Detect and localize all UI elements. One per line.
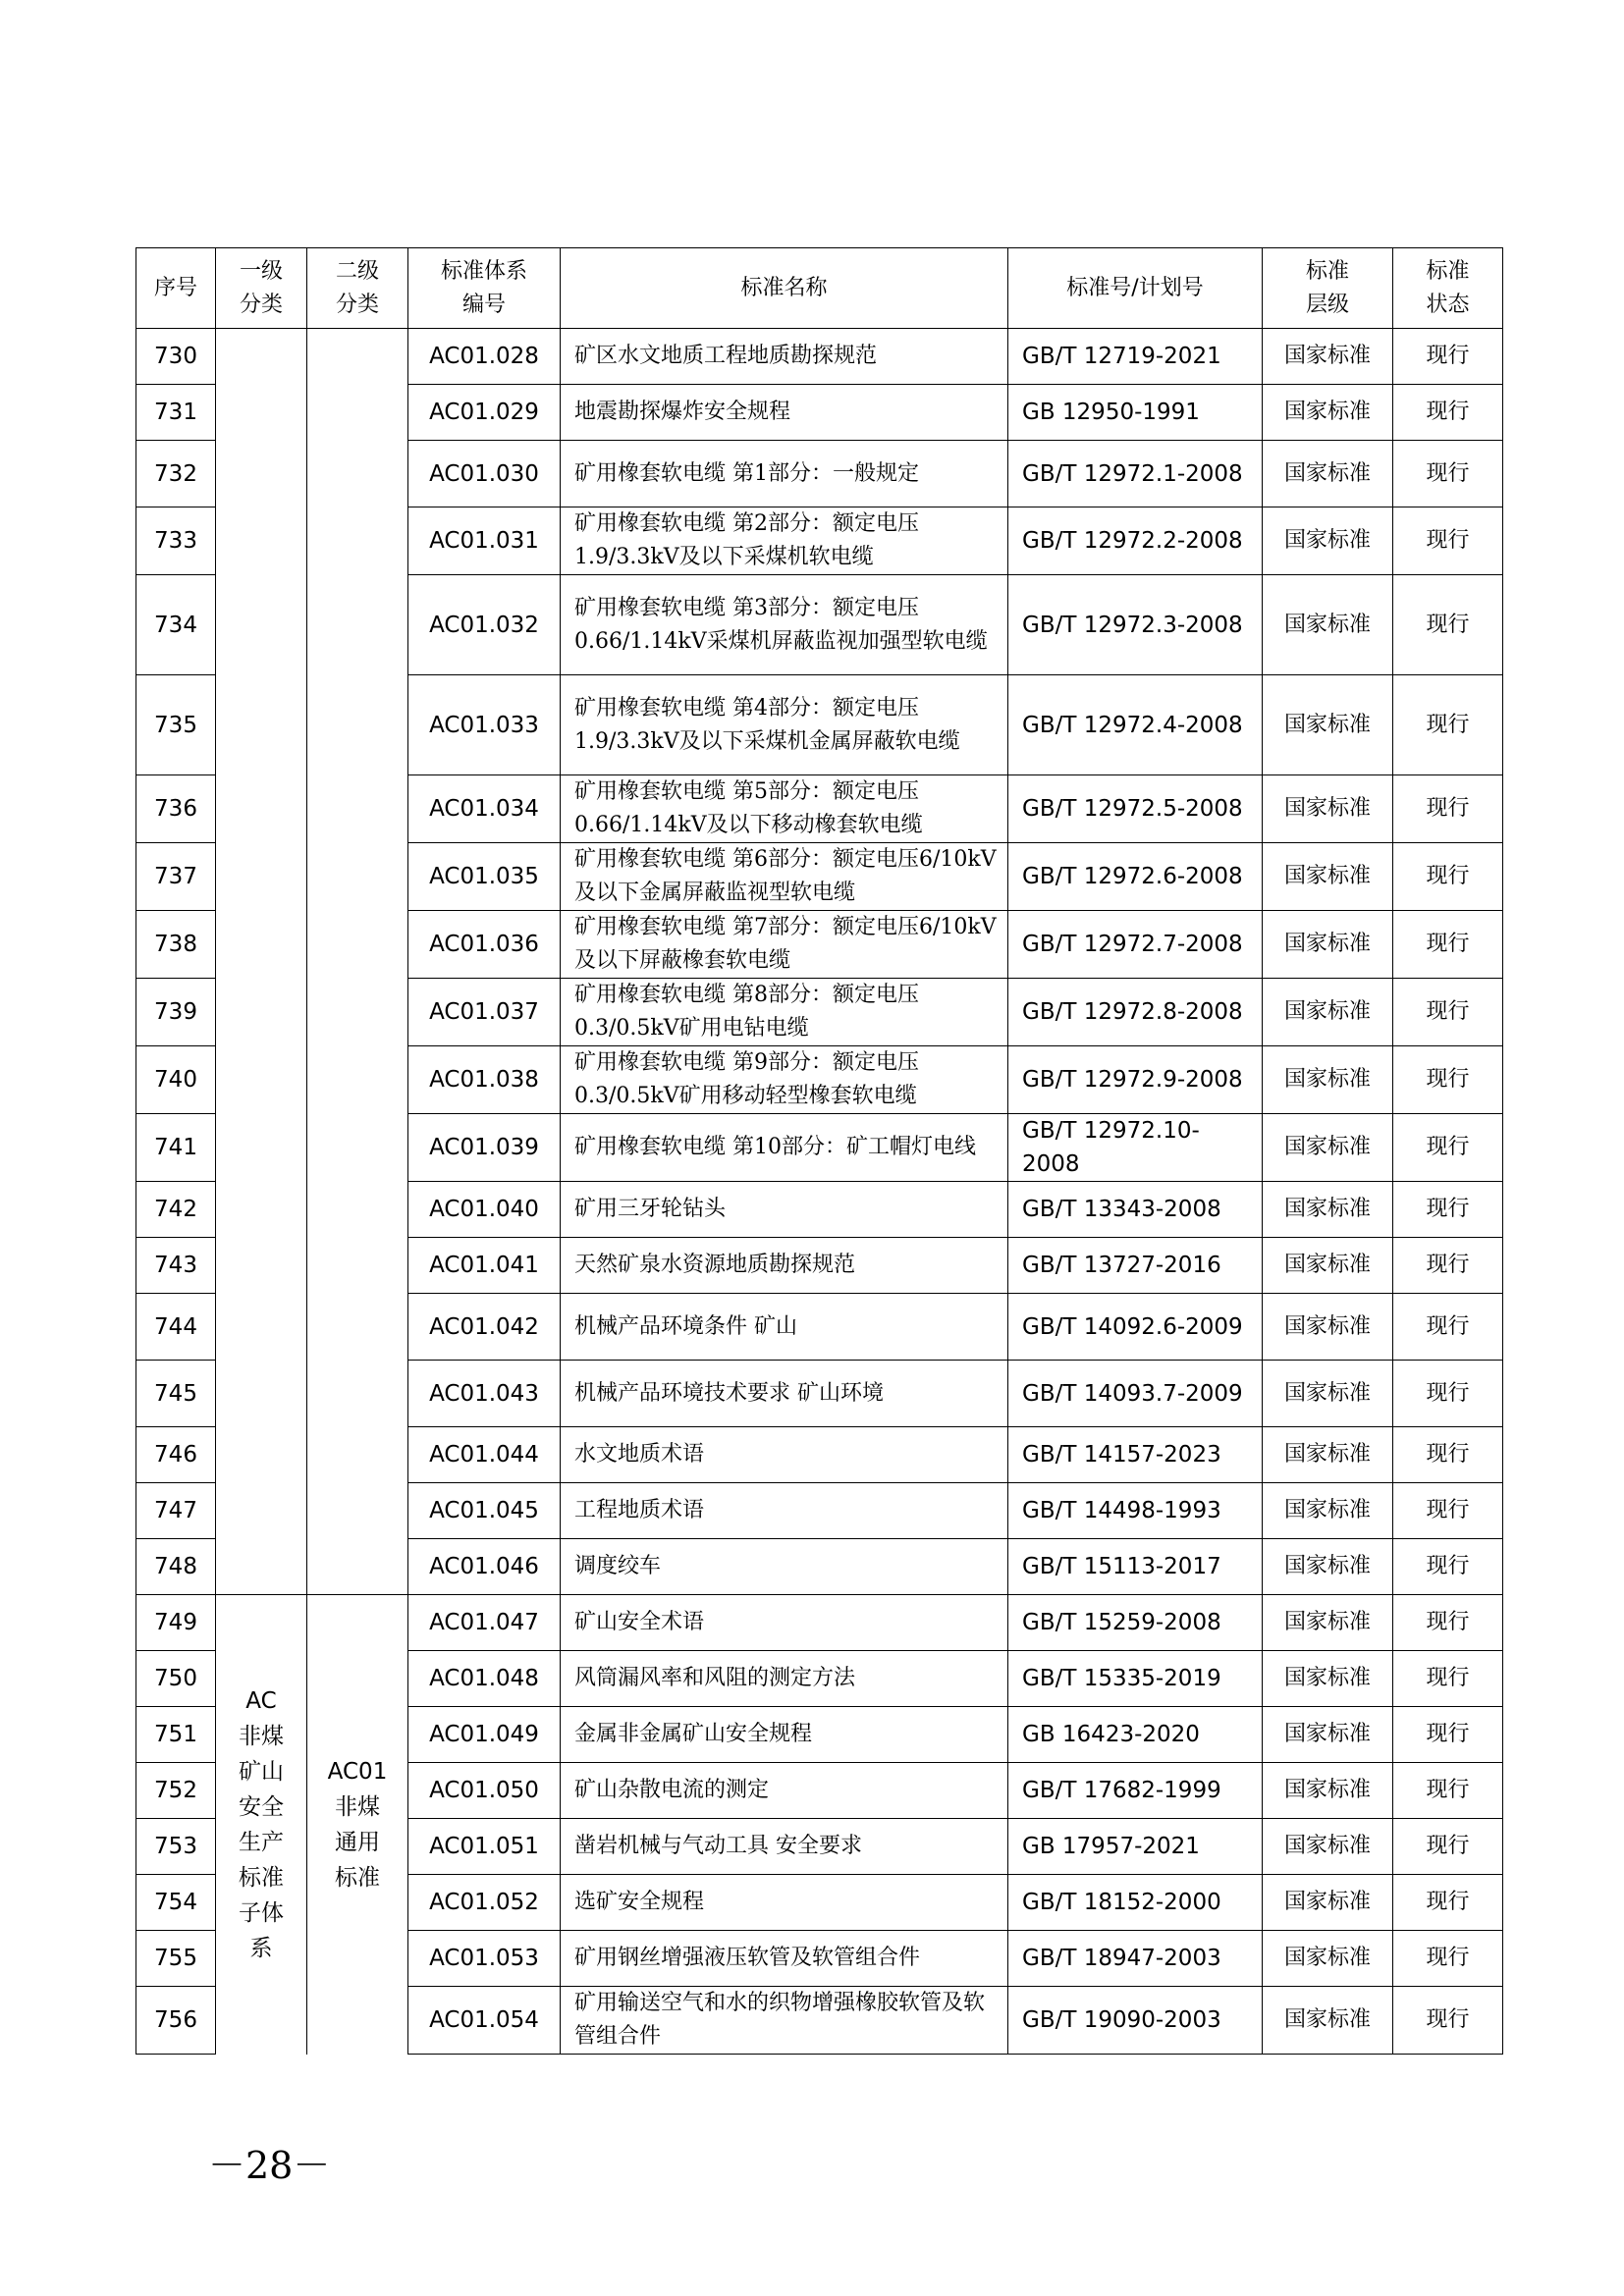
cell-name: 矿用橡套软电缆 第6部分：额定电压6/10kV及以下金属屏蔽监视型软电缆 xyxy=(561,843,1008,911)
cell-name: 矿区水文地质工程地质勘探规范 xyxy=(561,329,1008,385)
cell-level: 国家标准 xyxy=(1263,1707,1393,1763)
header-level: 标准 层级 xyxy=(1263,248,1393,329)
cell-seq: 743 xyxy=(136,1238,216,1294)
cell-cat1-empty xyxy=(216,329,307,1595)
cell-name: 矿山杂散电流的测定 xyxy=(561,1763,1008,1819)
cell-name: 调度绞车 xyxy=(561,1539,1008,1595)
cell-code: AC01.033 xyxy=(408,675,561,775)
cell-status: 现行 xyxy=(1393,329,1503,385)
cell-name: 矿用橡套软电缆 第10部分：矿工帽灯电线 xyxy=(561,1114,1008,1182)
cell-status: 现行 xyxy=(1393,1875,1503,1931)
cell-level: 国家标准 xyxy=(1263,507,1393,575)
cell-level: 国家标准 xyxy=(1263,1114,1393,1182)
cell-level: 国家标准 xyxy=(1263,1427,1393,1483)
cell-number: GB/T 19090-2003 xyxy=(1008,1987,1263,2055)
cell-level: 国家标准 xyxy=(1263,1595,1393,1651)
cell-seq: 734 xyxy=(136,575,216,675)
cell-number: GB 17957-2021 xyxy=(1008,1819,1263,1875)
cell-seq: 754 xyxy=(136,1875,216,1931)
cell-code: AC01.035 xyxy=(408,843,561,911)
cell-code: AC01.030 xyxy=(408,441,561,507)
cell-number: GB/T 14093.7-2009 xyxy=(1008,1361,1263,1427)
cell-name: 矿用橡套软电缆 第5部分：额定电压0.66/1.14kV及以下移动橡套软电缆 xyxy=(561,775,1008,843)
cell-seq: 750 xyxy=(136,1651,216,1707)
cell-level: 国家标准 xyxy=(1263,1238,1393,1294)
cell-name: 矿用橡套软电缆 第8部分：额定电压0.3/0.5kV矿用电钻电缆 xyxy=(561,979,1008,1046)
cell-seq: 753 xyxy=(136,1819,216,1875)
cell-cat2-empty xyxy=(307,329,408,1595)
cell-status: 现行 xyxy=(1393,1819,1503,1875)
cell-seq: 735 xyxy=(136,675,216,775)
cell-seq: 756 xyxy=(136,1987,216,2055)
cell-name: 水文地质术语 xyxy=(561,1427,1008,1483)
cell-level: 国家标准 xyxy=(1263,979,1393,1046)
cell-code: AC01.041 xyxy=(408,1238,561,1294)
header-name: 标准名称 xyxy=(561,248,1008,329)
cell-seq: 741 xyxy=(136,1114,216,1182)
cell-number: GB/T 17682-1999 xyxy=(1008,1763,1263,1819)
cell-status: 现行 xyxy=(1393,1707,1503,1763)
cell-level: 国家标准 xyxy=(1263,1046,1393,1114)
cell-level: 国家标准 xyxy=(1263,911,1393,979)
cell-cat1: AC 非煤 矿山 安全 生产 标准 子体 系 xyxy=(216,1595,307,2055)
cell-number: GB/T 14157-2023 xyxy=(1008,1427,1263,1483)
cell-seq: 732 xyxy=(136,441,216,507)
cell-number: GB/T 12972.4-2008 xyxy=(1008,675,1263,775)
cell-seq: 747 xyxy=(136,1483,216,1539)
cell-number: GB/T 13727-2016 xyxy=(1008,1238,1263,1294)
cell-seq: 731 xyxy=(136,385,216,441)
cell-level: 国家标准 xyxy=(1263,1987,1393,2055)
cell-code: AC01.054 xyxy=(408,1987,561,2055)
cell-level: 国家标准 xyxy=(1263,1483,1393,1539)
cell-level: 国家标准 xyxy=(1263,1294,1393,1361)
cell-name: 矿用橡套软电缆 第4部分：额定电压1.9/3.3kV及以下采煤机金属屏蔽软电缆 xyxy=(561,675,1008,775)
cell-seq: 733 xyxy=(136,507,216,575)
header-number: 标准号/计划号 xyxy=(1008,248,1263,329)
cell-status: 现行 xyxy=(1393,507,1503,575)
cell-number: GB 16423-2020 xyxy=(1008,1707,1263,1763)
table-row xyxy=(136,1595,1503,1651)
cell-level: 国家标准 xyxy=(1263,1539,1393,1595)
cell-level: 国家标准 xyxy=(1263,329,1393,385)
cell-status: 现行 xyxy=(1393,1046,1503,1114)
cell-seq: 737 xyxy=(136,843,216,911)
cell-number: GB/T 12972.6-2008 xyxy=(1008,843,1263,911)
cell-level: 国家标准 xyxy=(1263,385,1393,441)
cell-number: GB/T 12972.8-2008 xyxy=(1008,979,1263,1046)
cell-name: 矿用橡套软电缆 第3部分：额定电压0.66/1.14kV采煤机屏蔽监视加强型软电缆 xyxy=(561,575,1008,675)
cell-name: 工程地质术语 xyxy=(561,1483,1008,1539)
cell-status: 现行 xyxy=(1393,1931,1503,1987)
cell-status: 现行 xyxy=(1393,1595,1503,1651)
cell-code: AC01.050 xyxy=(408,1763,561,1819)
cell-number: GB/T 12972.10-2008 xyxy=(1008,1114,1263,1182)
cell-seq: 736 xyxy=(136,775,216,843)
cell-number: GB/T 18947-2003 xyxy=(1008,1931,1263,1987)
cell-number: GB/T 14092.6-2009 xyxy=(1008,1294,1263,1361)
header-status: 标准 状态 xyxy=(1393,248,1503,329)
cell-name: 机械产品环境条件 矿山 xyxy=(561,1294,1008,1361)
cell-number: GB/T 12972.3-2008 xyxy=(1008,575,1263,675)
cell-code: AC01.031 xyxy=(408,507,561,575)
cell-seq: 748 xyxy=(136,1539,216,1595)
cell-name: 凿岩机械与气动工具 安全要求 xyxy=(561,1819,1008,1875)
cell-code: AC01.047 xyxy=(408,1595,561,1651)
cell-status: 现行 xyxy=(1393,1651,1503,1707)
cell-code: AC01.039 xyxy=(408,1114,561,1182)
cell-seq: 730 xyxy=(136,329,216,385)
header-cat1: 一级 分类 xyxy=(216,248,307,329)
cell-status: 现行 xyxy=(1393,843,1503,911)
cell-status: 现行 xyxy=(1393,911,1503,979)
cell-name: 机械产品环境技术要求 矿山环境 xyxy=(561,1361,1008,1427)
cell-name: 金属非金属矿山安全规程 xyxy=(561,1707,1008,1763)
cell-name: 矿用钢丝增强液压软管及软管组合件 xyxy=(561,1931,1008,1987)
cell-level: 国家标准 xyxy=(1263,843,1393,911)
cell-seq: 755 xyxy=(136,1931,216,1987)
cell-seq: 745 xyxy=(136,1361,216,1427)
cell-number: GB/T 14498-1993 xyxy=(1008,1483,1263,1539)
cell-code: AC01.028 xyxy=(408,329,561,385)
cell-status: 现行 xyxy=(1393,1483,1503,1539)
cell-seq: 742 xyxy=(136,1182,216,1238)
cell-level: 国家标准 xyxy=(1263,1875,1393,1931)
cell-status: 现行 xyxy=(1393,1539,1503,1595)
cell-name: 矿用橡套软电缆 第7部分：额定电压6/10kV及以下屏蔽橡套软电缆 xyxy=(561,911,1008,979)
cell-number: GB/T 15113-2017 xyxy=(1008,1539,1263,1595)
cell-number: GB/T 13343-2008 xyxy=(1008,1182,1263,1238)
cell-status: 现行 xyxy=(1393,979,1503,1046)
cell-number: GB/T 12972.7-2008 xyxy=(1008,911,1263,979)
cell-status: 现行 xyxy=(1393,385,1503,441)
cell-code: AC01.029 xyxy=(408,385,561,441)
cell-code: AC01.044 xyxy=(408,1427,561,1483)
cell-status: 现行 xyxy=(1393,1427,1503,1483)
cell-code: AC01.048 xyxy=(408,1651,561,1707)
cell-status: 现行 xyxy=(1393,1182,1503,1238)
cell-level: 国家标准 xyxy=(1263,1819,1393,1875)
cell-status: 现行 xyxy=(1393,1361,1503,1427)
cell-level: 国家标准 xyxy=(1263,441,1393,507)
cell-name: 矿用橡套软电缆 第1部分：一般规定 xyxy=(561,441,1008,507)
cell-seq: 749 xyxy=(136,1595,216,1651)
cell-code: AC01.051 xyxy=(408,1819,561,1875)
cell-code: AC01.046 xyxy=(408,1539,561,1595)
cell-level: 国家标准 xyxy=(1263,775,1393,843)
cell-level: 国家标准 xyxy=(1263,675,1393,775)
cell-number: GB/T 12972.2-2008 xyxy=(1008,507,1263,575)
cell-level: 国家标准 xyxy=(1263,575,1393,675)
cell-code: AC01.034 xyxy=(408,775,561,843)
cell-number: GB/T 12719-2021 xyxy=(1008,329,1263,385)
cell-level: 国家标准 xyxy=(1263,1361,1393,1427)
cell-status: 现行 xyxy=(1393,1987,1503,2055)
cell-seq: 739 xyxy=(136,979,216,1046)
cell-name: 矿山安全术语 xyxy=(561,1595,1008,1651)
cell-number: GB/T 12972.1-2008 xyxy=(1008,441,1263,507)
header-cat2: 二级 分类 xyxy=(307,248,408,329)
cell-seq: 746 xyxy=(136,1427,216,1483)
cell-seq: 752 xyxy=(136,1763,216,1819)
cell-code: AC01.032 xyxy=(408,575,561,675)
cell-code: AC01.038 xyxy=(408,1046,561,1114)
cell-code: AC01.042 xyxy=(408,1294,561,1361)
cell-seq: 740 xyxy=(136,1046,216,1114)
cell-number: GB/T 15259-2008 xyxy=(1008,1595,1263,1651)
cell-name: 矿用三牙轮钻头 xyxy=(561,1182,1008,1238)
cell-level: 国家标准 xyxy=(1263,1931,1393,1987)
cell-seq: 744 xyxy=(136,1294,216,1361)
cell-status: 现行 xyxy=(1393,1238,1503,1294)
cell-level: 国家标准 xyxy=(1263,1182,1393,1238)
cell-name: 矿用输送空气和水的织物增强橡胶软管及软管组合件 xyxy=(561,1987,1008,2055)
cell-status: 现行 xyxy=(1393,675,1503,775)
cell-cat2: AC01 非煤 通用 标准 xyxy=(307,1595,408,2055)
cell-number: GB 12950-1991 xyxy=(1008,385,1263,441)
cell-status: 现行 xyxy=(1393,1763,1503,1819)
cell-name: 风筒漏风率和风阻的测定方法 xyxy=(561,1651,1008,1707)
cell-code: AC01.045 xyxy=(408,1483,561,1539)
cell-level: 国家标准 xyxy=(1263,1651,1393,1707)
cell-code: AC01.037 xyxy=(408,979,561,1046)
cell-code: AC01.052 xyxy=(408,1875,561,1931)
cell-status: 现行 xyxy=(1393,441,1503,507)
table-row xyxy=(136,329,1503,385)
header-seq: 序号 xyxy=(136,248,216,329)
cell-code: AC01.040 xyxy=(408,1182,561,1238)
cell-code: AC01.036 xyxy=(408,911,561,979)
table-body xyxy=(136,329,1503,2055)
cell-status: 现行 xyxy=(1393,575,1503,675)
header-row xyxy=(136,248,1503,329)
cell-level: 国家标准 xyxy=(1263,1763,1393,1819)
cell-name: 选矿安全规程 xyxy=(561,1875,1008,1931)
cell-seq: 751 xyxy=(136,1707,216,1763)
cell-name: 矿用橡套软电缆 第2部分：额定电压1.9/3.3kV及以下采煤机软电缆 xyxy=(561,507,1008,575)
header-code: 标准体系 编号 xyxy=(408,248,561,329)
cell-code: AC01.049 xyxy=(408,1707,561,1763)
cell-name: 矿用橡套软电缆 第9部分：额定电压0.3/0.5kV矿用移动轻型橡套软电缆 xyxy=(561,1046,1008,1114)
cell-number: GB/T 12972.9-2008 xyxy=(1008,1046,1263,1114)
cell-number: GB/T 12972.5-2008 xyxy=(1008,775,1263,843)
cell-code: AC01.043 xyxy=(408,1361,561,1427)
cell-name: 地震勘探爆炸安全规程 xyxy=(561,385,1008,441)
cell-seq: 738 xyxy=(136,911,216,979)
page-number: －28－ xyxy=(208,2144,331,2187)
cell-number: GB/T 18152-2000 xyxy=(1008,1875,1263,1931)
standards-table xyxy=(135,247,1503,2055)
cell-number: GB/T 15335-2019 xyxy=(1008,1651,1263,1707)
cell-status: 现行 xyxy=(1393,1114,1503,1182)
cell-code: AC01.053 xyxy=(408,1931,561,1987)
cell-name: 天然矿泉水资源地质勘探规范 xyxy=(561,1238,1008,1294)
cell-status: 现行 xyxy=(1393,775,1503,843)
cell-status: 现行 xyxy=(1393,1294,1503,1361)
